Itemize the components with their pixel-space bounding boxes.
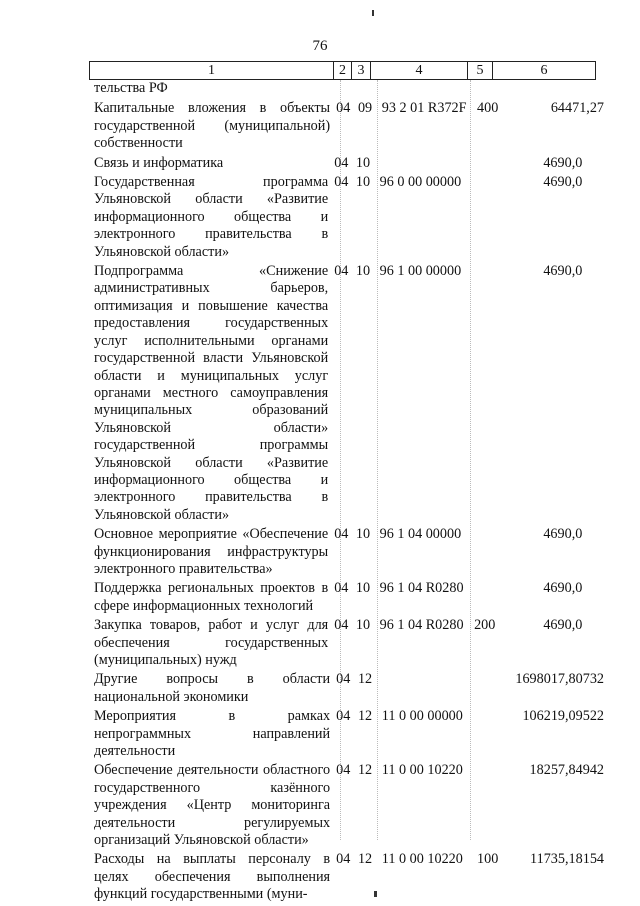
table-row bbox=[94, 708, 614, 760]
row-target-code: 93 2 01 R372F bbox=[381, 100, 467, 117]
row-name: Закупка товаров, работ и услуг для обеспечения государственных (муниципальных) нужд bbox=[94, 617, 329, 668]
table-row bbox=[94, 526, 614, 578]
row-amount: 4690,0 bbox=[543, 580, 583, 597]
table-row bbox=[94, 762, 614, 849]
row-amount: 18257,84942 bbox=[529, 762, 605, 779]
row-section: 04 bbox=[334, 154, 349, 171]
col-6-header: 6 bbox=[493, 62, 596, 80]
row-subsection: 12 bbox=[357, 708, 373, 725]
row-section: 04 bbox=[336, 708, 351, 725]
row-target-code: 96 1 00 00000 bbox=[379, 263, 462, 280]
row-name: Связь и информатика bbox=[94, 154, 224, 171]
row-name: Поддержка региональных проектов в сфере информационных технологий bbox=[94, 580, 329, 614]
row-target-code: 11 0 00 10220 bbox=[381, 851, 463, 868]
row-target-code: 11 0 00 10220 bbox=[381, 762, 463, 779]
row-subsection: 10 bbox=[355, 154, 371, 171]
row-amount: 1698017,80732 bbox=[515, 671, 605, 688]
row-amount: 4690,0 bbox=[543, 526, 583, 543]
row-name: Капитальные вложения в объекты государственной (муниципальной) собственности bbox=[94, 100, 331, 152]
col-5-header: 5 bbox=[468, 62, 493, 80]
row-name: тельства РФ bbox=[94, 80, 168, 96]
row-amount: 106219,09522 bbox=[522, 708, 605, 725]
row-subsection: 10 bbox=[355, 263, 371, 280]
table-row bbox=[94, 80, 614, 97]
row-amount: 4690,0 bbox=[543, 263, 583, 280]
col-3-header: 3 bbox=[352, 62, 371, 80]
table-row bbox=[94, 263, 614, 524]
row-target-code: 96 1 04 R0280 bbox=[379, 580, 464, 597]
row-expense-type: 100 bbox=[477, 851, 499, 868]
row-section: 04 bbox=[336, 100, 351, 117]
table-row bbox=[94, 671, 614, 706]
table-row bbox=[94, 580, 614, 615]
column-number-header bbox=[89, 61, 596, 80]
row-amount: 64471,27 bbox=[550, 100, 605, 117]
row-target-code: 96 1 04 R0280 bbox=[379, 617, 464, 634]
row-section: 04 bbox=[336, 851, 351, 868]
row-name: Расходы на выплаты персоналу в целях обеспечения выполнения функций государственными (муни- bbox=[94, 851, 331, 903]
col-1-header: 1 bbox=[90, 62, 334, 80]
row-section: 04 bbox=[336, 762, 351, 779]
row-target-code: 11 0 00 00000 bbox=[381, 708, 463, 725]
row-section: 04 bbox=[336, 671, 351, 688]
row-amount: 4690,0 bbox=[543, 174, 583, 191]
row-subsection: 12 bbox=[357, 671, 373, 688]
row-subsection: 12 bbox=[357, 762, 373, 779]
row-name: Обеспечение деятельности областного государственного казённого учреждения «Центр мониторинга деятельности регулируемых организаций Ульяновской области» bbox=[94, 762, 331, 849]
table-row bbox=[94, 100, 614, 152]
col-2-header: 2 bbox=[334, 62, 352, 80]
row-name: Подпрограмма «Снижение административных барьеров, оптимизация и повышение качества предоставления государственных услуг исполнительными органами государственной власти Ульяновской области и муниципальных услуг органами местного самоуправления муниципальных образований Ульяновской области» государственной программы Ульяновской области «Развитие информационного общества и электронного правительства в Ульяновской области» bbox=[94, 263, 329, 523]
row-amount: 4690,0 bbox=[543, 154, 583, 171]
row-section: 04 bbox=[334, 580, 349, 597]
table-row bbox=[94, 174, 614, 261]
row-subsection: 12 bbox=[357, 851, 373, 868]
table-row bbox=[94, 617, 614, 669]
row-amount: 11735,18154 bbox=[530, 851, 605, 868]
row-name: Другие вопросы в области национальной экономики bbox=[94, 671, 331, 705]
row-section: 04 bbox=[334, 263, 349, 280]
budget-table bbox=[94, 80, 614, 906]
row-target-code: 96 1 04 00000 bbox=[379, 526, 462, 543]
row-subsection: 10 bbox=[355, 174, 371, 191]
row-section: 04 bbox=[334, 174, 349, 191]
row-target-code: 96 0 00 00000 bbox=[379, 174, 462, 191]
page-number: 76 bbox=[312, 38, 328, 54]
row-section: 04 bbox=[334, 617, 349, 634]
row-expense-type: 200 bbox=[474, 617, 496, 634]
row-section: 04 bbox=[334, 526, 349, 543]
row-name: Государственная программа Ульяновской области «Развитие информационного общества и электронного правительства в Ульяновской области» bbox=[94, 174, 329, 260]
row-subsection: 10 bbox=[355, 526, 371, 543]
row-name: Мероприятия в рамках непрограммных направлений деятельности bbox=[94, 708, 331, 760]
scan-speck bbox=[372, 10, 374, 16]
table-row bbox=[94, 155, 614, 172]
row-subsection: 10 bbox=[355, 617, 371, 634]
row-subsection: 10 bbox=[355, 580, 371, 597]
table-row bbox=[94, 851, 614, 903]
col-4-header: 4 bbox=[371, 62, 468, 80]
row-name: Основное мероприятие «Обеспечение функционирования инфраструктуры электронного правительства» bbox=[94, 526, 329, 577]
row-expense-type: 400 bbox=[477, 100, 499, 117]
row-amount: 4690,0 bbox=[543, 617, 583, 634]
row-subsection: 09 bbox=[357, 100, 373, 117]
